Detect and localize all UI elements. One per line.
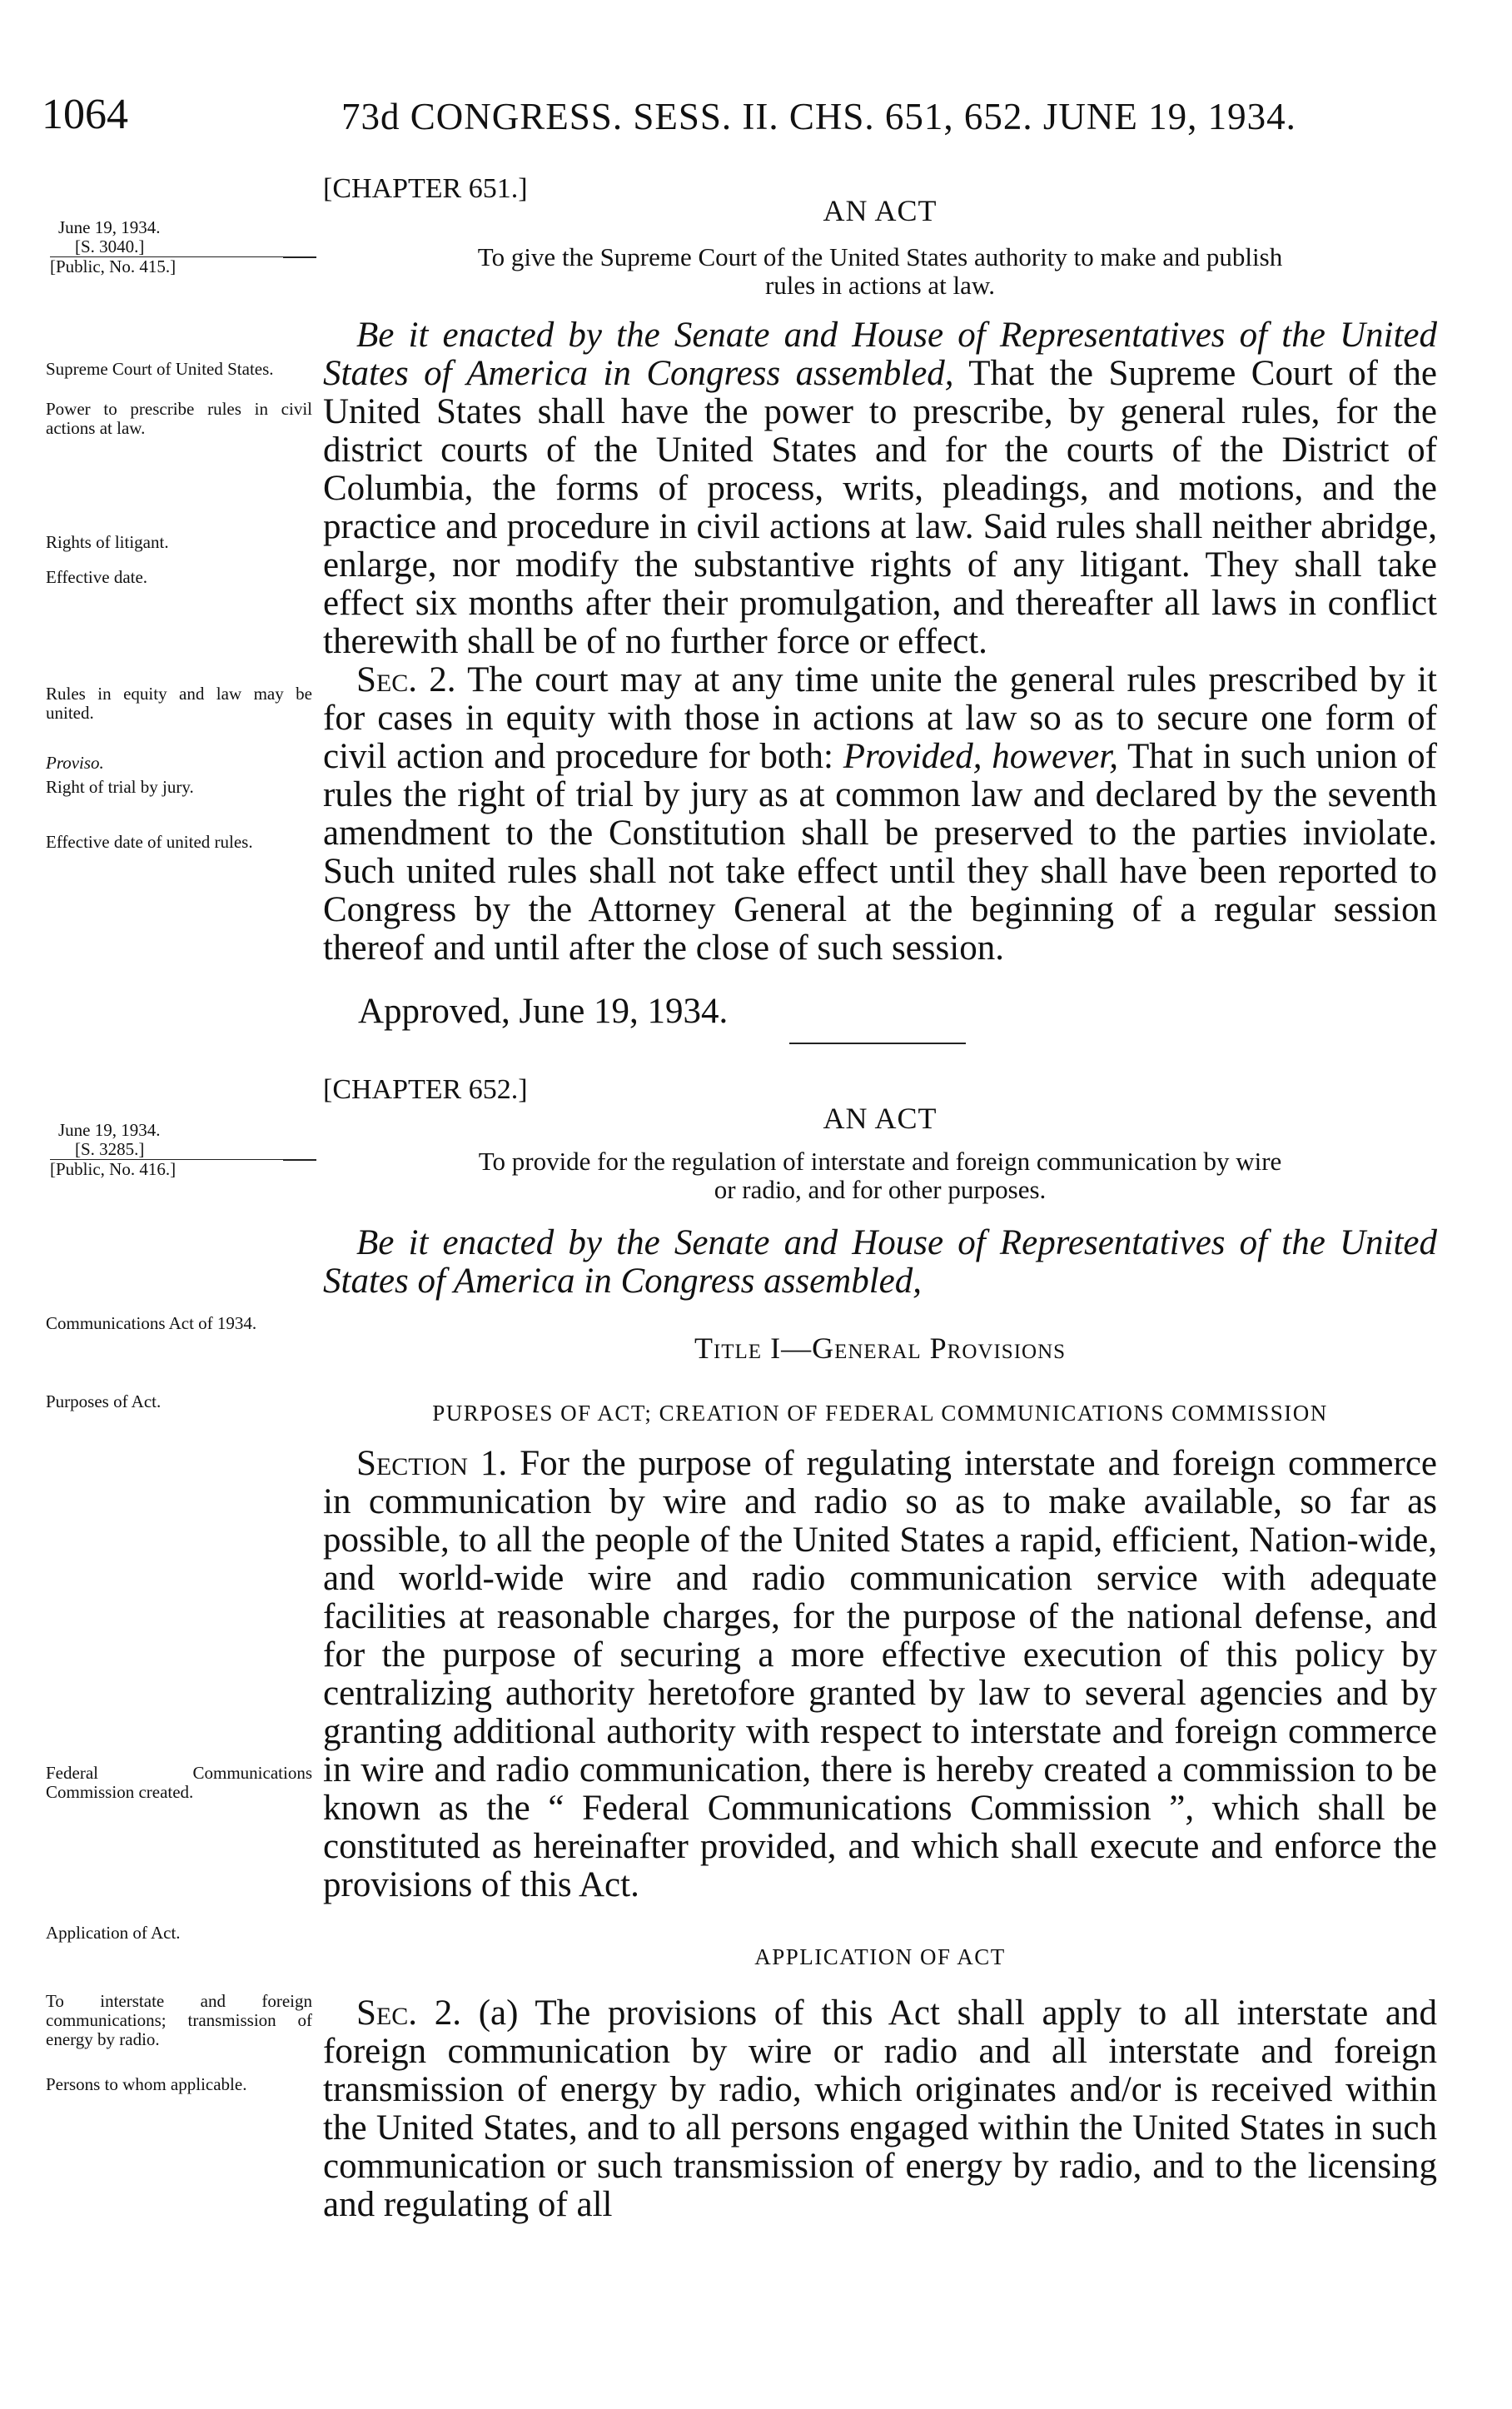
chapter-divider	[789, 1043, 966, 1044]
margin-note-supreme-court: Supreme Court of United States.	[46, 359, 274, 379]
chapter-652-purpose-line2: or radio, and for other purposes.	[714, 1175, 1047, 1204]
margin-note-application: Application of Act.	[46, 1923, 181, 1943]
chapter-651-label: [CHAPTER 651.]	[323, 173, 528, 204]
margin-note-interstate: To interstate and foreign communications; transmission of energy by radio.	[46, 1991, 312, 2049]
chapter-652-label: [CHAPTER 652.]	[323, 1074, 528, 1105]
chapter-652-section-2-label: Sec. 2.	[356, 1993, 461, 2033]
chapter-652-section-1-label: Section 1.	[356, 1444, 508, 1483]
chapter-651-section-2-label: Sec. 2.	[356, 660, 456, 699]
chapter-651-purpose-line2: rules in actions at law.	[764, 271, 996, 300]
margin-note-effective-united: Effective date of united rules.	[46, 832, 253, 852]
chapter-651-approved: Approved, June 19, 1934.	[358, 992, 729, 1031]
margin-note-rules-united: Rules in equity and law may be united.	[46, 684, 312, 723]
chapter-651-leader-rule	[283, 257, 316, 258]
chapter-651-an-act: AN ACT	[823, 194, 938, 227]
chapter-651-public-law: [Public, No. 415.]	[50, 256, 177, 276]
chapter-651-body	[323, 316, 1437, 968]
chapter-651-purpose	[323, 243, 1437, 300]
chapter-652-section-2-paragraph	[323, 1994, 1437, 2224]
margin-note-comm-act: Communications Act of 1934.	[46, 1313, 257, 1333]
running-head: 73d CONGRESS. SESS. II. CHS. 651, 652. JUNE 19, 1934.	[341, 96, 1296, 137]
chapter-651-section-2	[323, 661, 1437, 968]
chapter-652-section-2	[323, 1994, 1437, 2224]
margin-note-persons: Persons to whom applicable.	[46, 2074, 247, 2094]
chapter-652-heading-purposes: PURPOSES OF ACT; CREATION OF FEDERAL COMMUNICATIONS COMMISSION	[432, 1401, 1328, 1426]
margin-note-rights: Rights of litigant.	[46, 532, 169, 552]
chapter-651-bill: [S. 3040.]	[50, 237, 316, 257]
chapter-652-section-2-text: (a) The provisions of this Act shall apply to all interstate and foreign communication by wire or radio and all interstate and foreign transmission of energy by radio, which originates and/or is received within the United States, and to all persons engaged within the United States in such communication or such transmission of energy by radio, and to the licensing and regulating of all	[323, 1993, 1438, 2224]
margin-note-purposes: Purposes of Act.	[46, 1391, 162, 1411]
chapter-652-section-1	[323, 1445, 1437, 1904]
page-header	[42, 90, 1437, 140]
chapter-652-section-1-paragraph	[323, 1445, 1437, 1904]
page-number: 1064	[42, 91, 128, 138]
chapter-651-section-1	[323, 316, 1437, 661]
chapter-652-section-1-text: For the purpose of regulating interstate and foreign commerce in communication by wire and radio so as to make available, so far as possible, to all the people of the United States a rapid, efficient, Nation-wide, and world-wide wire and radio communication service with adequate facilities at reasonable charges, for the purpose of the national defense, and for the purpose of securing a more effective execution of this policy by centralizing authority heretofore granted by law to several agencies and by granting additional authority with respect to interstate and foreign commerce in wire and radio communication, there is hereby created a commission to be known as the “ Federal Communications Commission ”, which shall be constituted as hereinafter provided, and which shall execute and enforce the provisions of this Act.	[323, 1444, 1437, 1904]
chapter-651-pub-info	[50, 218, 308, 276]
chapter-651-section-1-text: That the Supreme Court of the United States shall have the power to prescribe, by general rules, for the district courts of the United States and for the courts of the District of Columbia, the forms of process, writs, pleadings, and motions, and the practice and procedure in civil actions at law. Said rules shall neither abridge, enlarge, nor modify the substantive rights of any litigant. They shall take effect six months after their promulgation, and thereafter all laws in conflict therewith shall be of no further force or effect.	[323, 354, 1437, 661]
chapter-652-public-law: [Public, No. 416.]	[50, 1159, 177, 1179]
chapter-651-enacting-clause: Be it enacted by the Senate and House of Representatives of the United States of America in Congress assembled,	[323, 316, 1437, 393]
chapter-651-proviso: Provided, however,	[843, 737, 1118, 776]
chapter-651-purpose-line1: To give the Supreme Court of the United States authority to make and publish	[477, 242, 1283, 271]
chapter-652-an-act: AN ACT	[823, 1102, 938, 1135]
chapter-651-section-2-text-b: That in such union of rules the right of trial by jury as at common law and declared by the seventh amendment to the Constitution shall be preserved to the parties inviolate. Such united rules shall not take effect until they shall have been reported to Congress by the Attorney General at the beginning of a regular session thereof and until after the close of such session.	[323, 737, 1437, 968]
chapter-652-title-heading: Title I—General Provisions	[694, 1331, 1067, 1365]
chapter-652-pub-info	[50, 1121, 308, 1179]
chapter-651-section-2-text-a: The court may at any time unite the general rules prescribed by it for cases in equity with those in actions at law so as to secure one form of civil action and procedure for both:	[323, 660, 1437, 776]
margin-note-fcc-created: Federal Communications Commission created.	[46, 1763, 312, 1802]
chapter-651-date: June 19, 1934.	[58, 217, 161, 237]
chapter-652-heading-application: APPLICATION OF ACT	[754, 1944, 1006, 1969]
chapter-652-enacting-clause: Be it enacted by the Senate and House of Representatives of the United States of America in Congress assembled,	[323, 1223, 1437, 1301]
margin-note-effective: Effective date.	[46, 567, 148, 587]
chapter-652-purpose	[323, 1147, 1437, 1204]
margin-note-power: Power to prescribe rules in civil actions at law.	[46, 399, 312, 438]
chapter-652-purpose-line1: To provide for the regulation of interstate and foreign communication by wire	[478, 1147, 1282, 1176]
chapter-652-date: June 19, 1934.	[58, 1120, 161, 1140]
chapter-652-bill: [S. 3285.]	[50, 1140, 316, 1160]
margin-note-proviso: Proviso.	[46, 753, 104, 773]
margin-note-jury: Right of trial by jury.	[46, 777, 194, 797]
chapter-652-leader-rule	[283, 1160, 316, 1161]
